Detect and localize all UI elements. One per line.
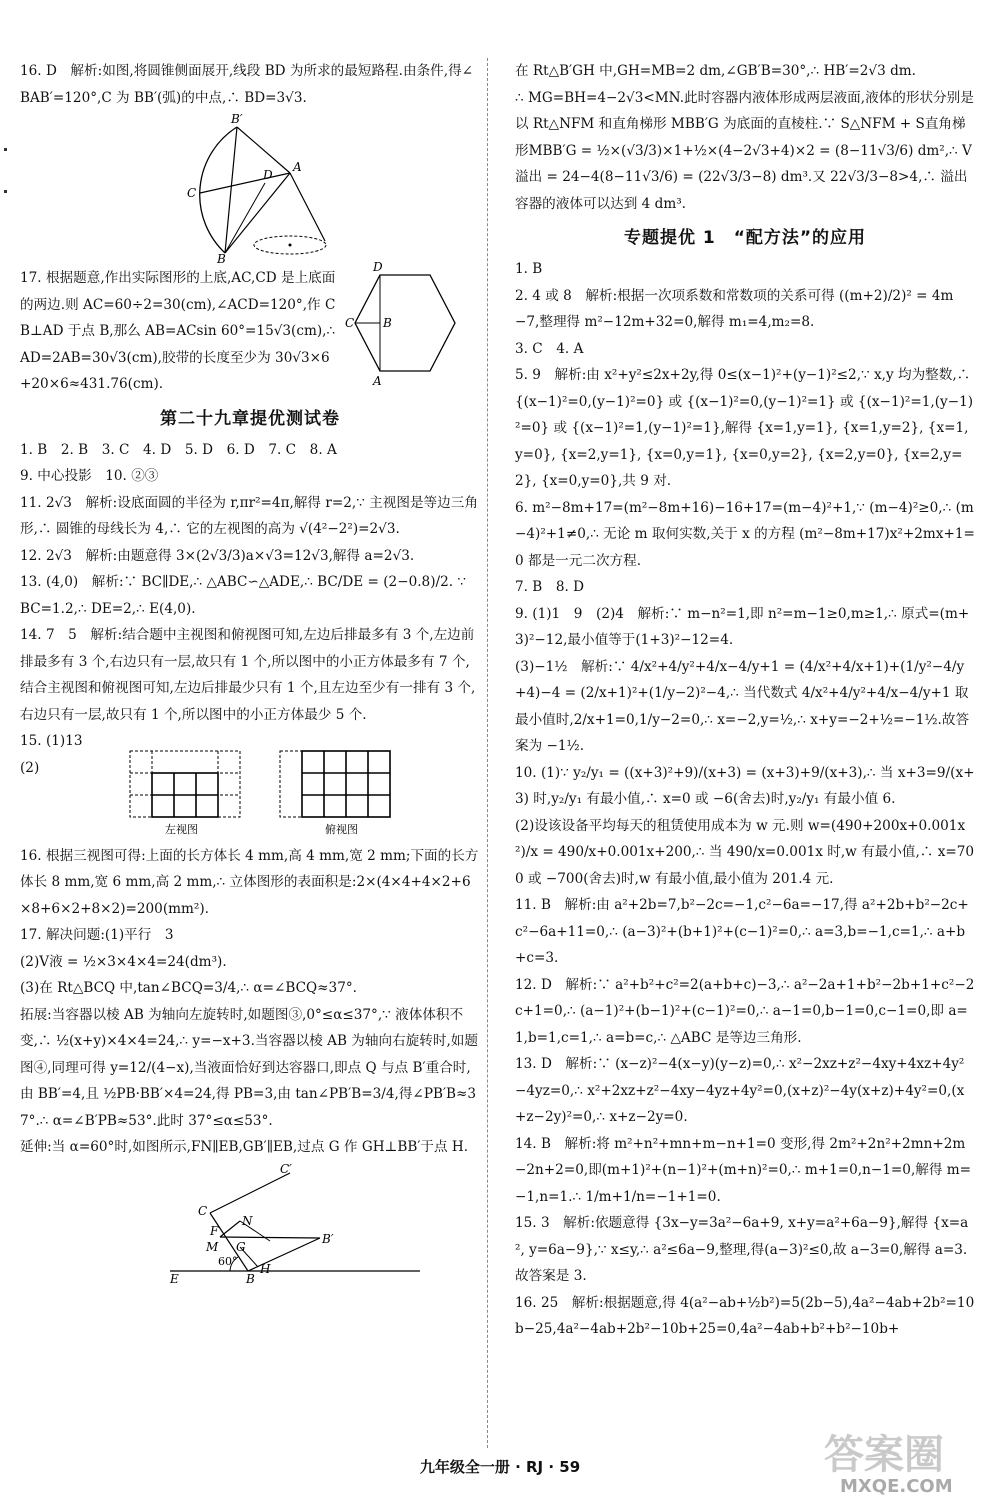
- margin-mark: [4, 148, 7, 151]
- svg-text:60°: 60°: [218, 1254, 238, 1268]
- topic-answer-13: 13. D 解析:∵ (x−z)²−4(x−y)(y−z)=0,∴ x²−2xz+z²−4xy+4xz+4y²−4yz=0,∴ x²+2xz+z²−4xy−4yz+4y²=0,(x+z)²−4y(x+z)+4y²=0,(x+z−2y)²=0,∴ x+z−2y=0.: [515, 1056, 965, 1125]
- svg-text:C: C: [345, 316, 355, 330]
- topic-answer-11: 11. B 解析:由 a²+2b=7,b²−2c=−1,c²−6a=−17,得 a²+2b+b²−2c+c²−6a+11=0,∴ (a−3)²+(b+1)²+(c−1)²=0,∴ a=3,b=−1,c=1,∴ a+b+c=3.: [515, 897, 969, 966]
- topic-answer-16: 16. 25 解析:根据题意,得 4(a²−ab+½b²)=5(2b−5),4a²−4ab+2b²=10b−25,4a²−4ab+2b²−10b+25=0,4a²−4ab+b²+b²−10b+: [515, 1294, 975, 1337]
- topic-answer-3-4: 3. C 4. A: [515, 340, 584, 357]
- left-column: [20, 58, 480, 1285]
- svg-text:F: F: [210, 1223, 219, 1238]
- topic-answer-14: 14. B 解析:将 m²+n²+mn+m−n+1=0 变形,得 2m²+2n²+2mn+2m−2n+2=0,即(m+1)²+(n−1)²+(m+n)²=0,∴ m+1=0,n−1=0,解得 m=−1,n=1.∴ 1/m+1/n=−1+1=0.: [515, 1135, 972, 1205]
- label-b: B: [217, 252, 226, 263]
- svg-text:B: B: [246, 1271, 255, 1283]
- continue-1: 在 Rt△B′GH 中,GH=MB=2 dm,∠GB′B=30°,∴ HB′=2√3 dm.: [515, 63, 916, 79]
- svg-text:A: A: [373, 374, 382, 386]
- svg-text:E: E: [170, 1271, 179, 1283]
- svg-text:N: N: [242, 1213, 253, 1228]
- svg-text:MXQE.COM: MXQE.COM: [840, 1476, 953, 1497]
- answer-15-1: 15. (1)13: [20, 733, 83, 749]
- answer-13: 13. (4,0) 解析:∵ BC∥DE,∴ △ABC∽△ADE,∴ BC/DE = (2−0.8)/2. ∵ BC=1.2,∴ DE=2,∴ E(4,0).: [20, 574, 467, 617]
- svg-text:D: D: [373, 261, 383, 274]
- three-view-grids: [120, 749, 430, 837]
- topic-answer-2: 2. 4 或 8 解析:根据一次项系数和常数项的关系可得 ((m+2)/2)² = 4m−7,整理得 m²−12m+32=0,解得 m₁=4,m₂=8.: [515, 287, 954, 330]
- answer-14: 14. 7 5 解析:结合题中主视图和俯视图可知,左边后排最多有 3 个,左边前排最多有 3 个,右边只有一层,故只有 1 个,所以图中的小正方体最多有 7 个,结合主视图和俯视图可知,左边后排最少只有 1 个,且左边至少有一排有 3 个,右边只有一层,故只有 1 个,所以图中的小正方体最少 5 个.: [20, 627, 476, 723]
- label-c: C: [187, 186, 197, 200]
- topic-answer-1: 1. B: [515, 261, 543, 277]
- label-d: D: [263, 168, 273, 182]
- answer-16b: 16. 根据三视图可得:上面的长方体长 4 mm,高 4 mm,宽 2 mm;下面的长方体长 8 mm,宽 6 mm,高 2 mm,∴ 立体图形的表面积是:2×(4×4+4×2+6×8+6×2+8×2)=200(mm²).: [20, 847, 479, 917]
- topic-answer-6: 6. m²−8m+17=(m²−8m+16)−16+17=(m−4)²+1,∵ (m−4)²≥0,∴ (m−4)²+1≠0,∴ 无论 m 取何实数,关于 x 的方程 (m²−8m+17)x²+2mx+1=0 都是一元二次方程.: [515, 499, 975, 569]
- answer-16: 16. D 解析:如图,将圆锥侧面展开,线段 BD 为所求的最短路程.由条件,得∠BAB′=120°,C 为 BB′(弧)的中点,∴ BD=3√3.: [20, 63, 474, 106]
- cone-unfold-figure: [185, 113, 385, 263]
- label-a: A: [293, 160, 302, 174]
- answers-9-10: 9. 中心投影 10. ②③: [20, 468, 159, 484]
- topic-answer-9-3: (3)−1½ 解析:∵ 4/x²+4/y²+4/x−4/y+1 = (4/x²+4/x+1)+(1/y²−4/y+4)−4 = (2/x+1)²+(1/y−2)²−4,∴ 当代数式 4/x²+4/y²+4/x−4/y+1 取最小值时,2/x+1=0,1/y−2=0,∴ x=−2,y=½,∴ x+y=−2+½=−1½.故答案为 −1½.: [515, 658, 970, 754]
- svg-text:C: C: [198, 1203, 208, 1218]
- answer-17: 17. 根据题意,作出实际图形的上底,AC,CD 是上底面的两边.则 AC=60÷2=30(cm),∠ACD=120°,作 CB⊥AD 于点 B,那么 AB=ACsin 60°=15√3(cm),∴ AD=2AB=30√3(cm),胶带的长度至少为 30√3×6+20×6≈431.76(cm).: [20, 270, 336, 392]
- page-footer: 九年级全一册 · RJ · 59: [419, 1458, 581, 1476]
- topic-answer-5: 5. 9 解析:由 x²+y²≤2x+2y,得 0≤(x−1)²+(y−1)²≤2,∵ x,y 均为整数,∴ {(x−1)²=0,(y−1)²=0} 或 {(x−1)²=0,(y−1)²=1} 或 {(x−1)²=1,(y−1)²=0} 或 {(x−1)²=1,(y−1)²=1},解得 {x=1,y=1}, {x=1,y=2}, {x=1,y=0}, {x=2,y=1}, {x=0,y=1}, {x=0,y=2}, {x=2,y=0}, {x=2,y=2}, {x=0,y=0},共 9 对.: [515, 367, 974, 489]
- answer-17-1: 17. 解决问题:(1)平行 3: [20, 927, 174, 943]
- answer-11: 11. 2√3 解析:设底面圆的半径为 r,πr²=4π,解得 r=2,∵ 主视图是等边三角形,∴ 圆锥的母线长为 4,∴ 它的左视图的高为 √(4²−2²)=2√3.: [20, 494, 478, 537]
- hexagon-figure: [345, 261, 465, 386]
- continue-2: ∴ MG=BH=4−2√3<MN.此时容器内液体形成两层液面,液体的形状分别是以 Rt△NFM 和直角梯形 MBB′G 为底面的直棱柱.∵ S△NFM + S直角梯形MBB′G = ½×(√3/3)×1+½×(4−2√3+4)×2 = (8−11√3/6) dm²,∴ V溢出 = 24−4(8−11√3/6) = (22√3/3−8) dm³.又 22√3/3−8>4,∴ 溢出容器的液体可以达到 4 dm³.: [515, 89, 974, 212]
- topic-answer-10-2: (2)设该设备平均每天的租赁使用成本为 w 元.则 w=(490+200x+0.001x²)/x = 490/x+0.001x+200,∴ 当 490/x=0.001x 时,w 有最小值,∴ x=700 或 −700(舍去)时,w 有最小值,最小值为 201.4 元.: [515, 817, 975, 887]
- answer-17-further: 延伸:当 α=60°时,如图所示,FN∥EB,GB′∥EB,过点 G 作 GH⊥BB′于点 H.: [20, 1139, 469, 1155]
- topic-answer-9: 9. (1)1 9 (2)4 解析:∵ m−n²=1,即 n²=m−1≥0,m≥1,∴ 原式=(m+3)²−12,最小值等于(1+3)²−12=4.: [515, 605, 970, 648]
- answer-15-2: (2): [20, 759, 40, 776]
- topic-answer-10-1: 10. (1)∵ y₂/y₁ = ((x+3)²+9)/(x+3) = (x+3)+9/(x+3),∴ 当 x+3=9/(x+3) 时,y₂/y₁ 有最小值,∴ x=0 或 −6(舍去)时,y₂/y₁ 有最小值 6.: [515, 764, 975, 807]
- answers-1-8: 1. B 2. B 3. C 4. D 5. D 6. D 7. C 8. A: [20, 441, 337, 458]
- topic-heading: 专题提优 1 “配方法”的应用: [623, 228, 867, 248]
- svg-text:B: B: [383, 316, 392, 330]
- label-b-prime: B′: [231, 113, 243, 126]
- topic-answer-15: 15. 3 解析:依题意得 {3x−y=3a²−6a+9, x+y=a²+6a−9},解得 {x=a², y=6a−9},∵ x≤y,∴ a²≤6a−9,整理,得(a−3)²≤0,故 a−3=0,解得 a=3.故答案是 3.: [515, 1215, 969, 1284]
- svg-text:C′: C′: [280, 1162, 292, 1176]
- margin-mark: [4, 190, 7, 193]
- answer-17-block: [20, 261, 480, 398]
- rotated-container-figure: [160, 1163, 480, 1283]
- right-column: [515, 58, 975, 1343]
- topic-answer-12: 12. D 解析:∵ a²+b²+c²=2(a+b+c)−3,∴ a²−2a+1+b²−2b+1+c²−2c+1=0,∴ (a−1)²+(b−1)²+(c−1)²=0,∴ a−1=0,b−1=0,c−1=0,即 a=1,b=1,c=1,∴ a=b=c,∴ △ABC 是等边三角形.: [515, 976, 975, 1046]
- column-divider: [487, 58, 489, 1448]
- svg-text:B′: B′: [322, 1231, 334, 1246]
- top-view-caption: 俯视图: [325, 822, 358, 836]
- left-view-caption: 左视图: [165, 822, 198, 836]
- answer-17-extend: 拓展:当容器以棱 AB 为轴向左旋转时,如题图③,0°≤α≤37°,∵ 液体体积不变,∴ ½(x+y)×4×4=24,∴ y=−x+3.当容器以棱 AB 为轴向右旋转时,如题图④,同理可得 y=12/(4−x),当液面恰好到达容器口,即点 Q 与点 B′重合时,由 BB′=4,且 ½PB·BB′×4=24,得 PB=3,由 tan∠PB′B=3/4,得∠PB′B≈37°.∴ α=∠B′PB≈53°.此时 37°≤α≤53°.: [20, 1006, 478, 1129]
- svg-text:M: M: [206, 1239, 219, 1254]
- svg-text:G: G: [236, 1239, 246, 1254]
- svg-text:答案圈: 答案圈: [824, 1432, 944, 1478]
- answer-17-3: (3)在 Rt△BCQ 中,tan∠BCQ=3/4,∴ α=∠BCQ≈37°.: [20, 980, 357, 996]
- chapter-heading: 第二十九章提优测试卷: [160, 408, 340, 429]
- watermark-logo: [810, 1428, 990, 1498]
- answer-17-2: (2)V液 = ½×3×4×4=24(dm³).: [20, 953, 227, 970]
- topic-answer-7-8: 7. B 8. D: [515, 579, 585, 595]
- svg-text:H: H: [260, 1261, 271, 1276]
- answer-12: 12. 2√3 解析:由题意得 3×(2√3/3)a×√3=12√3,解得 a=2√3.: [20, 547, 415, 564]
- answer-15-2-block: [20, 755, 480, 843]
